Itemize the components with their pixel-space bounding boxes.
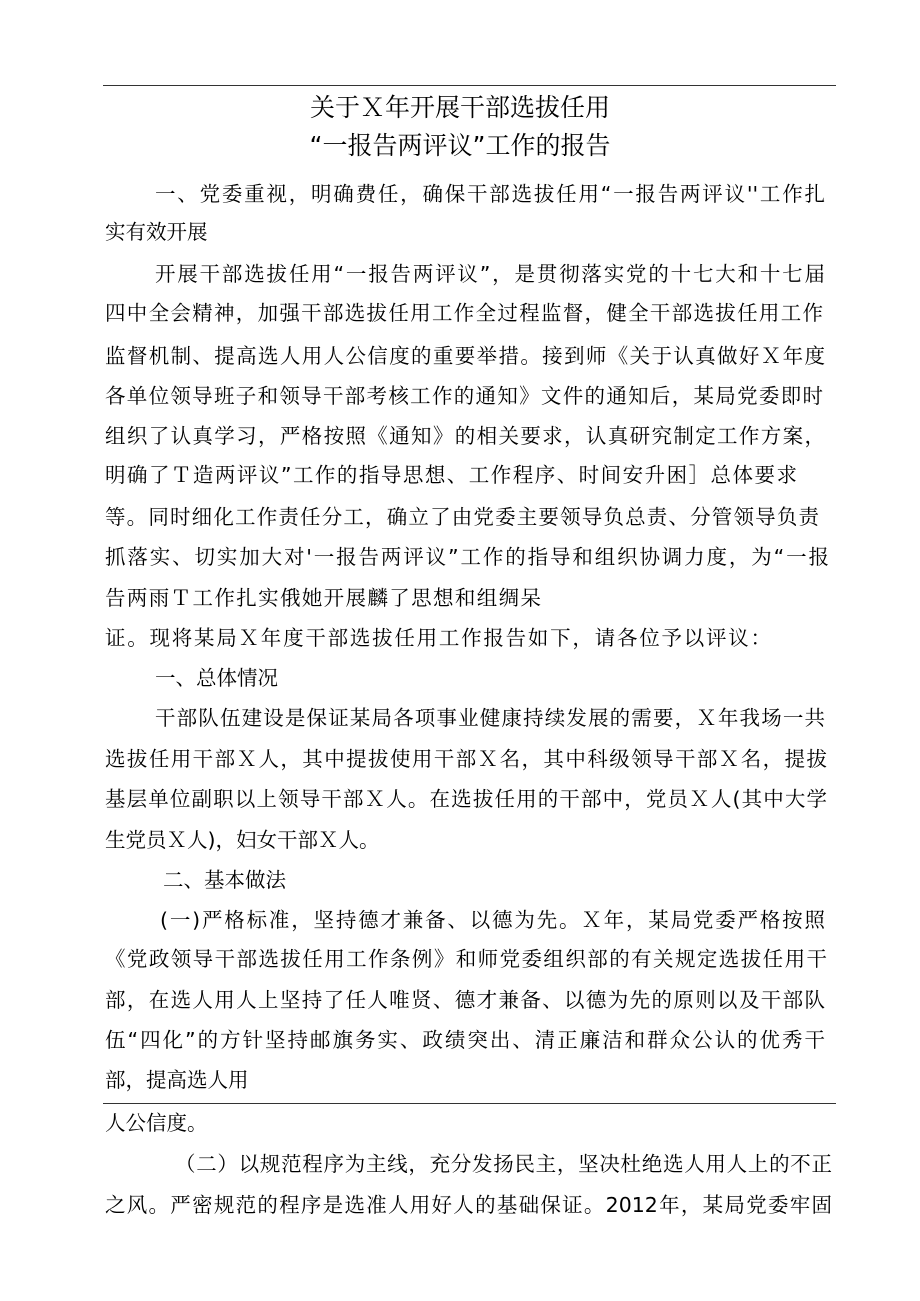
page-break-rule [103, 1103, 836, 1104]
paragraph-line: 《党政领导干部选拔任用工作条例》和师党委组织部的有关规定选拔任用干 [105, 947, 827, 971]
paragraph-line: 选拔任用干部Ｘ人，其中提拔使用干部Ｘ名，其中科级领导干部Ｘ名，提拔 [105, 747, 827, 771]
paragraph-line: （二）以规范程序为主线，充分发扬民主，坚决杜绝选人用人上的不正 [175, 1152, 832, 1176]
paragraph-line: 基层单位副职以上领导干部Ｘ人。在选拔任用的干部中，党员Ｘ人(其中大学 [105, 787, 827, 811]
top-rule [103, 85, 836, 86]
paragraph-line: 明确了Ｔ造两评议”工作的指导思想、工作程序、时间安升困］总体要求 [105, 463, 797, 487]
paragraph-line: 伍“四化”的方针坚持邮旗务实、政绩突出、清正廉洁和群众公认的优秀干 [105, 1028, 825, 1052]
paragraph-line: 人公信度。 [105, 1111, 208, 1135]
paragraph-line: 干部队伍建设是保证某局各项事业健康持续发展的需要，Ｘ年我场一共 [155, 706, 825, 730]
section-heading-overview: 一、总体情况 [155, 666, 278, 690]
section-heading-1-cont: 实有效开展 [105, 220, 208, 244]
paragraph-line: 四中全会精神，加强干部选拔任用工作全过程监督，健全干部选拔任用工作 [105, 301, 823, 325]
paragraph-line: 部，在选人用人上坚持了任人唯贤、德才兼备、以德为先的原则以及干部队 [105, 988, 825, 1012]
paragraph-line: 证。现将某局Ｘ年度干部选拔任用工作报告如下，请各位予以评议： [105, 626, 771, 650]
paragraph-line: (一)严格标准，坚持德才兼备、以德为先。Ｘ年，某局党委严格按照 [160, 908, 825, 932]
paragraph-line: 等。同时细化工作责任分工，确立了由党委主要领导负总责、分管领导负责 [105, 505, 819, 529]
paragraph-line: 组织了认真学习，严格按照《通知》的相关要求，认真研究制定工作方案， [105, 424, 825, 448]
document-title-line-1: 关于Ｘ年开展干部选拔任用 [309, 93, 610, 122]
paragraph-line: 各单位领导班子和领导干部考核工作的通知》文件的通知后，某局党委即时 [105, 384, 823, 408]
paragraph-line: 之风。严密规范的程序是选准人用好人的基础保证。2012年，某局党委牢固 [105, 1193, 832, 1217]
section-heading-practice: 二、基本做法 [163, 868, 286, 892]
paragraph-line: 抓落实、切实加大对'一报告两评议”工作的指导和组织协调力度，为“一报 [105, 545, 829, 569]
paragraph-line: 监督机制、提高选人用人公信度的重要举措。接到师《关于认真做好Ｘ年度 [105, 344, 825, 368]
document-title-line-2: “一报告两评议”工作的报告 [309, 131, 611, 160]
paragraph-line: 生党员Ｘ人)，妇女干部Ｘ人。 [105, 828, 380, 852]
paragraph-line: 开展干部选拔任用“一报告两评议”，是贯彻落实党的十七大和十七届 [155, 262, 825, 286]
paragraph-line: 告两雨Ｔ工作扎实俄她开展麟了思想和组绸呆 [105, 586, 541, 610]
section-heading-1: 一、党委重视，明确费任，确保干部选拔任用“一报告两评议''工作扎 [155, 182, 825, 206]
paragraph-line: 部，提高选人用 [105, 1068, 249, 1092]
